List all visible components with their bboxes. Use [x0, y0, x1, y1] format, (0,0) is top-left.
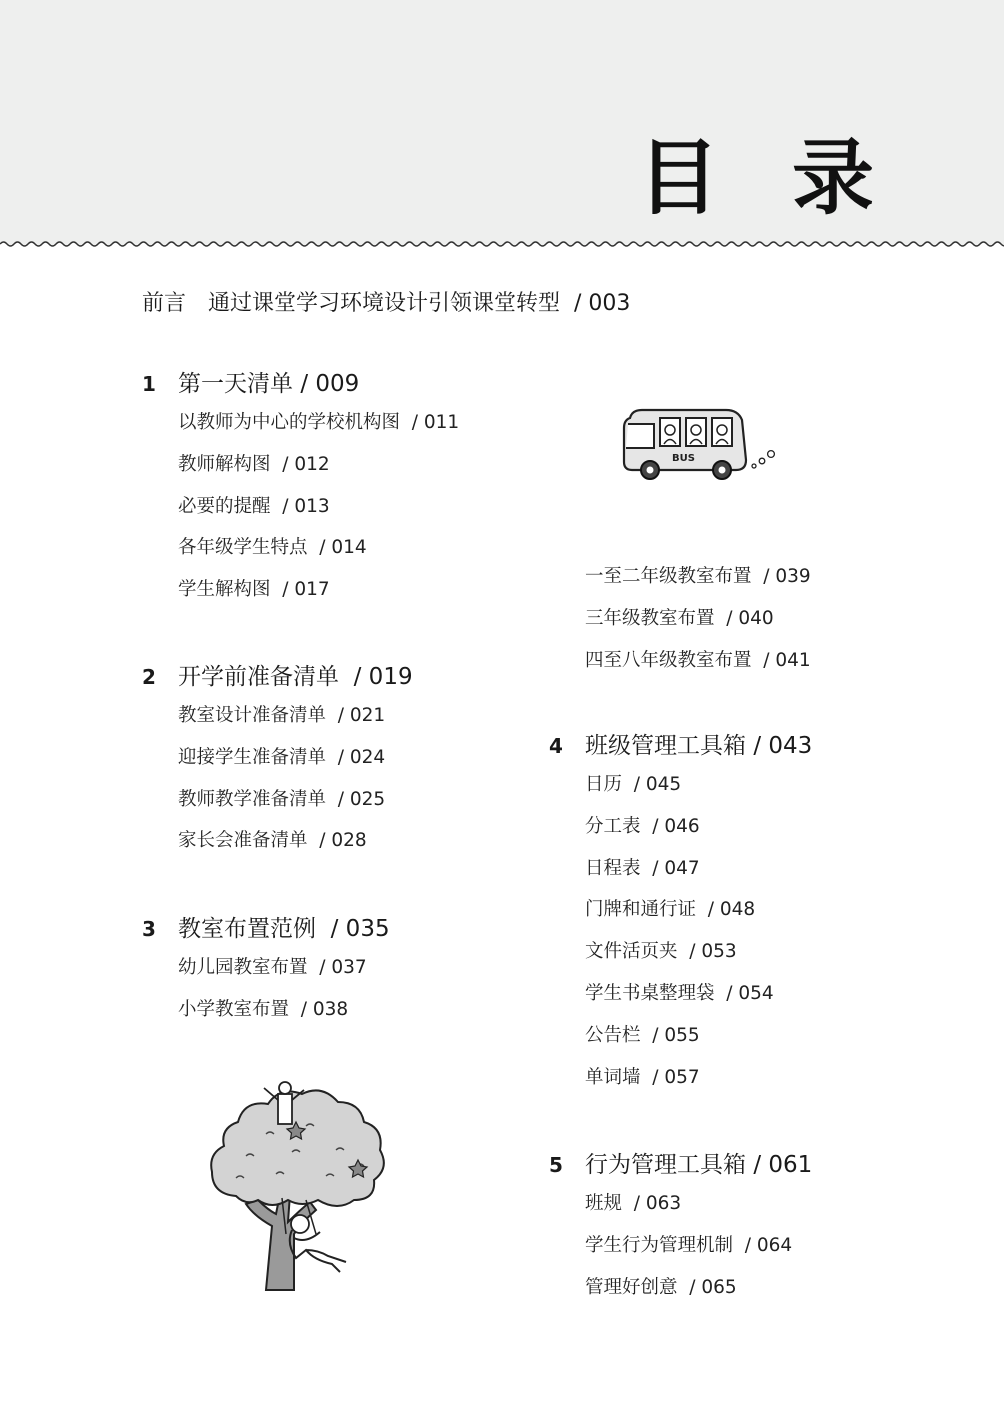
entry-text: 必要的提醒 — [178, 495, 271, 517]
chapter-number: 3 — [142, 917, 156, 941]
toc-entry[interactable] — [585, 806, 812, 848]
chapter-title: 行为管理工具箱 — [585, 1152, 746, 1178]
toc-entry[interactable] — [585, 889, 812, 931]
toc-entry[interactable] — [585, 931, 812, 973]
toc-entry[interactable] — [585, 556, 811, 598]
entry-text: 学生书桌整理袋 — [585, 982, 715, 1004]
entry-page: / 017 — [282, 579, 330, 601]
chapter-title: 教室布置范例 — [178, 916, 316, 942]
toc-entry[interactable] — [585, 848, 812, 890]
chapter-number: 5 — [549, 1153, 563, 1177]
toc-entry[interactable] — [178, 527, 459, 569]
preface-page: / 003 — [574, 291, 631, 316]
entry-text: 管理好创意 — [585, 1276, 678, 1298]
entry-page: / 054 — [726, 982, 774, 1004]
chapter-heading[interactable] — [549, 730, 812, 762]
toc-entry[interactable] — [585, 1183, 812, 1225]
entry-page: / 041 — [763, 649, 811, 671]
chapter-number: 2 — [142, 665, 156, 689]
toc-entry[interactable] — [178, 486, 459, 528]
entry-page: / 047 — [652, 857, 700, 879]
entry-text: 三年级教室布置 — [585, 607, 715, 629]
entry-text: 小学教室布置 — [178, 998, 290, 1020]
toc-entry[interactable] — [585, 1057, 812, 1099]
entry-text: 公告栏 — [585, 1024, 641, 1046]
entry-page: / 011 — [411, 412, 460, 433]
chapter-page: / 009 — [300, 371, 360, 397]
chapter-title: 班级管理工具箱 — [585, 733, 746, 759]
entry-page: / 048 — [707, 899, 756, 921]
toc-entry[interactable] — [178, 569, 459, 611]
chapter-1 — [142, 368, 459, 611]
entry-page: / 053 — [689, 941, 737, 963]
entry-text: 教室设计准备清单 — [178, 705, 327, 726]
toc-entry[interactable] — [178, 402, 459, 444]
preface-label: 前言 — [142, 291, 187, 316]
chapter-heading[interactable] — [142, 661, 413, 693]
toc-entry[interactable] — [585, 640, 811, 682]
entry-text: 教师教学准备清单 — [178, 788, 327, 810]
bus-label: BUS — [672, 453, 695, 464]
toc-entry[interactable] — [178, 444, 459, 486]
entry-page: / 064 — [744, 1234, 793, 1256]
toc-entry[interactable] — [178, 737, 413, 779]
entry-text: 四至八年级教室布置 — [585, 649, 752, 671]
entry-page: / 037 — [319, 957, 367, 978]
toc-entry[interactable] — [178, 947, 390, 989]
entry-page: / 014 — [319, 537, 367, 559]
bus-illustration — [620, 404, 780, 486]
entry-text: 文件活页夹 — [585, 941, 678, 963]
toc-entry[interactable] — [178, 989, 390, 1031]
toc-entry[interactable] — [585, 1015, 812, 1057]
entry-page: / 055 — [652, 1024, 700, 1046]
entry-text: 班规 — [585, 1193, 623, 1214]
toc-entry[interactable] — [585, 764, 812, 806]
entry-page: / 024 — [337, 746, 386, 768]
entry-page: / 045 — [633, 774, 682, 795]
entry-page: / 065 — [689, 1276, 737, 1298]
entry-page: / 012 — [282, 453, 330, 475]
chapter-title: 开学前准备清单 — [178, 664, 339, 690]
entry-text: 日历 — [585, 774, 623, 795]
chapter-page: / 019 — [353, 664, 413, 690]
wavy-divider — [0, 236, 1004, 256]
entry-text: 一至二年级教室布置 — [585, 566, 752, 587]
chapter-heading[interactable] — [549, 1149, 812, 1181]
toc-entry[interactable] — [585, 1267, 812, 1309]
toc-entry[interactable] — [585, 598, 811, 640]
toc-entry[interactable] — [178, 695, 413, 737]
toc-entry[interactable] — [585, 973, 812, 1015]
chapter-2 — [142, 661, 413, 862]
chapter-3-continued — [549, 556, 811, 681]
chapter-title: 第一天清单 — [178, 371, 293, 397]
preface-line[interactable] — [142, 286, 630, 317]
preface-text: 通过课堂学习环境设计引领课堂转型 — [208, 291, 561, 316]
entry-text: 迎接学生准备清单 — [178, 746, 327, 768]
chapter-number: 4 — [549, 734, 563, 758]
chapter-heading[interactable] — [142, 368, 459, 400]
entry-page: / 013 — [282, 495, 330, 517]
chapter-4 — [549, 730, 812, 1098]
entry-page: / 040 — [726, 607, 774, 629]
entry-page: / 025 — [337, 788, 386, 810]
entry-text: 幼儿园教室布置 — [178, 957, 308, 978]
tree-illustration — [206, 1076, 392, 1298]
page-title: 目 录 — [637, 131, 896, 226]
chapter-page: / 061 — [753, 1152, 813, 1178]
entry-page: / 063 — [633, 1193, 682, 1214]
entry-text: 以教师为中心的学校机构图 — [178, 412, 401, 433]
toc-entry[interactable] — [585, 1225, 812, 1267]
chapter-number: 1 — [142, 372, 156, 396]
entry-text: 学生解构图 — [178, 579, 271, 601]
entry-text: 单词墙 — [585, 1066, 641, 1088]
entry-page: / 057 — [652, 1066, 700, 1088]
entry-page: / 038 — [300, 998, 349, 1020]
toc-entry[interactable] — [178, 820, 413, 862]
chapter-3 — [142, 913, 390, 1031]
toc-entry[interactable] — [178, 779, 413, 821]
entry-text: 门牌和通行证 — [585, 899, 697, 921]
entry-page: / 039 — [763, 566, 811, 587]
entry-page: / 021 — [337, 705, 386, 726]
entry-text: 家长会准备清单 — [178, 830, 308, 852]
chapter-page: / 035 — [330, 916, 390, 942]
entry-text: 各年级学生特点 — [178, 537, 308, 559]
chapter-5 — [549, 1149, 812, 1308]
chapter-heading[interactable] — [142, 913, 390, 945]
entry-text: 分工表 — [585, 815, 641, 837]
entry-text: 教师解构图 — [178, 453, 271, 475]
chapter-page: / 043 — [753, 733, 813, 759]
entry-text: 学生行为管理机制 — [585, 1234, 734, 1256]
entry-text: 日程表 — [585, 857, 641, 879]
entry-page: / 046 — [652, 815, 700, 837]
entry-page: / 028 — [319, 830, 367, 852]
